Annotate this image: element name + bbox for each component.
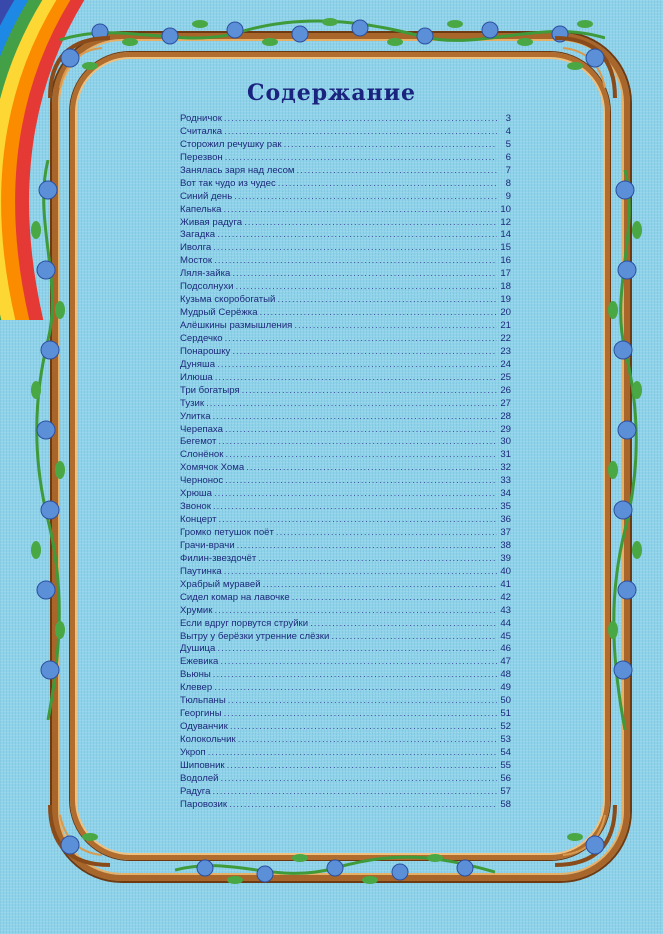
toc-entry bbox=[180, 398, 511, 411]
toc-entry-title: Мосток bbox=[180, 255, 213, 267]
toc-entry-title: Вот так чудо из чудес bbox=[180, 177, 276, 189]
toc-entry-title: Улитка bbox=[180, 410, 211, 422]
toc-entry-title: Перезвон bbox=[180, 151, 223, 163]
toc-entry-title: Колокольчик bbox=[180, 734, 236, 745]
toc-leader-dots bbox=[213, 501, 497, 514]
toc-leader-dots bbox=[213, 411, 497, 424]
toc-leader-dots bbox=[225, 475, 497, 488]
toc-entry-title: Хрюша bbox=[180, 488, 212, 500]
toc-entry bbox=[180, 631, 511, 644]
toc-entry-page: 26 bbox=[500, 384, 511, 396]
toc-entry-title: Георгины bbox=[180, 708, 222, 720]
toc-entry bbox=[180, 449, 511, 462]
toc-leader-dots bbox=[331, 631, 497, 644]
toc-entry-page: 56 bbox=[500, 772, 511, 784]
toc-entry-title: Тузик bbox=[180, 397, 205, 409]
toc-entry-page: 10 bbox=[500, 203, 511, 215]
toc-entry-title: Хомячок Хома bbox=[180, 462, 245, 474]
toc-leader-dots bbox=[242, 385, 497, 398]
toc-entry-page: 48 bbox=[500, 669, 511, 681]
toc-entry-page: 6 bbox=[505, 151, 511, 163]
toc-entry bbox=[180, 294, 511, 307]
toc-entry bbox=[180, 424, 511, 437]
toc-entry-title: Чернонос bbox=[180, 475, 224, 487]
toc-entry bbox=[180, 605, 511, 618]
toc-entry-title: Сторожил речушку рак bbox=[180, 138, 282, 150]
toc-entry bbox=[180, 204, 511, 217]
toc-entry-title: Мудрый Серёжка bbox=[180, 307, 258, 319]
toc-entry-title: Шиповник bbox=[180, 759, 225, 771]
toc-entry-page: 18 bbox=[500, 281, 511, 293]
toc-leader-dots bbox=[213, 242, 497, 255]
toc-entry-title: Храбрый муравей bbox=[180, 578, 261, 590]
toc-leader-dots bbox=[213, 669, 497, 682]
toc-leader-dots bbox=[294, 320, 497, 333]
toc-entry bbox=[180, 333, 511, 346]
toc-entry-title: Черепаха bbox=[180, 423, 223, 435]
toc-entry-title: Илюша bbox=[180, 371, 213, 383]
toc-entry-title: Укроп bbox=[180, 746, 206, 758]
table-of-contents bbox=[180, 113, 511, 812]
toc-entry-page: 33 bbox=[500, 475, 511, 487]
toc-leader-dots bbox=[232, 346, 497, 359]
toc-leader-dots bbox=[221, 773, 497, 786]
toc-entry bbox=[180, 786, 511, 799]
toc-entry-page: 9 bbox=[505, 190, 511, 202]
toc-entry bbox=[180, 592, 511, 605]
toc-entry bbox=[180, 656, 511, 669]
toc-entry-title: Загадка bbox=[180, 229, 216, 241]
toc-entry-title: Ляля-зайка bbox=[180, 268, 231, 280]
toc-leader-dots bbox=[278, 178, 497, 191]
toc-entry-title: Ежевика bbox=[180, 656, 219, 668]
toc-entry bbox=[180, 721, 511, 734]
toc-entry-page: 51 bbox=[500, 708, 511, 720]
toc-entry-page: 52 bbox=[500, 721, 511, 733]
toc-entry-page: 45 bbox=[500, 630, 511, 642]
toc-entry-page: 31 bbox=[500, 449, 511, 461]
toc-leader-dots bbox=[225, 152, 497, 165]
toc-leader-dots bbox=[297, 165, 497, 178]
toc-entry-page: 38 bbox=[500, 539, 511, 551]
toc-leader-dots bbox=[234, 191, 497, 204]
toc-entry-page: 12 bbox=[500, 216, 511, 228]
toc-entry-page: 23 bbox=[500, 345, 511, 357]
toc-entry-page: 57 bbox=[500, 785, 511, 797]
toc-entry-page: 17 bbox=[500, 268, 511, 280]
toc-leader-dots bbox=[214, 605, 497, 618]
toc-entry-page: 28 bbox=[500, 410, 511, 422]
toc-entry bbox=[180, 682, 511, 695]
toc-entry-page: 4 bbox=[505, 125, 511, 137]
toc-leader-dots bbox=[214, 682, 497, 695]
toc-entry bbox=[180, 242, 511, 255]
toc-entry bbox=[180, 255, 511, 268]
toc-leader-dots bbox=[237, 540, 497, 553]
toc-entry-page: 30 bbox=[500, 436, 511, 448]
toc-entry-title: Кузьма скоробогатый bbox=[180, 294, 276, 306]
toc-entry-page: 39 bbox=[500, 552, 511, 564]
toc-entry-title: Синий день bbox=[180, 190, 233, 202]
toc-entry-title: Громко петушок поёт bbox=[180, 527, 274, 538]
toc-leader-dots bbox=[217, 229, 497, 242]
toc-leader-dots bbox=[284, 139, 497, 152]
toc-entry-title: Подсолнухи bbox=[180, 281, 234, 293]
toc-leader-dots bbox=[260, 307, 497, 320]
toc-entry bbox=[180, 126, 511, 139]
toc-entry-page: 34 bbox=[500, 488, 511, 500]
toc-entry-page: 41 bbox=[500, 578, 511, 590]
toc-entry-page: 27 bbox=[500, 397, 511, 409]
toc-entry-title: Бегемот bbox=[180, 436, 217, 448]
toc-leader-dots bbox=[208, 747, 497, 760]
toc-entry-title: Грачи-врачи bbox=[180, 539, 235, 551]
toc-entry-title: Вьюны bbox=[180, 669, 211, 681]
toc-entry-title: Концерт bbox=[180, 514, 217, 526]
toc-leader-dots bbox=[218, 514, 497, 527]
toc-entry-page: 43 bbox=[500, 604, 511, 616]
toc-entry-title: Радуга bbox=[180, 785, 211, 797]
toc-entry-title: Душица bbox=[180, 643, 216, 655]
toc-entry-page: 7 bbox=[505, 164, 511, 176]
toc-entry-page: 53 bbox=[500, 734, 511, 745]
toc-entry-page: 24 bbox=[500, 358, 511, 370]
toc-entry-title: Капелька bbox=[180, 203, 222, 215]
toc-entry-title: Сердечко bbox=[180, 332, 223, 344]
toc-leader-dots bbox=[224, 566, 497, 579]
toc-entry bbox=[180, 462, 511, 475]
toc-entry bbox=[180, 669, 511, 682]
toc-entry-title: Паровозик bbox=[180, 798, 228, 810]
toc-leader-dots bbox=[217, 643, 497, 656]
toc-entry bbox=[180, 579, 511, 592]
toc-leader-dots bbox=[232, 268, 497, 281]
toc-entry-title: Звонок bbox=[180, 501, 211, 513]
toc-entry-page: 40 bbox=[500, 565, 511, 577]
toc-entry bbox=[180, 165, 511, 178]
toc-leader-dots bbox=[224, 113, 497, 126]
toc-entry-page: 21 bbox=[500, 320, 511, 331]
toc-entry-title: Занялась заря над лесом bbox=[180, 164, 295, 176]
toc-entry bbox=[180, 799, 511, 812]
toc-entry-title: Вытру у берёзки утренние слёзки bbox=[180, 630, 330, 642]
toc-entry-page: 37 bbox=[500, 527, 511, 538]
toc-entry-page: 46 bbox=[500, 643, 511, 655]
toc-entry bbox=[180, 152, 511, 165]
toc-entry-page: 50 bbox=[500, 695, 511, 707]
toc-entry bbox=[180, 359, 511, 372]
toc-entry-page: 8 bbox=[505, 177, 511, 189]
toc-entry-page: 47 bbox=[500, 656, 511, 668]
toc-entry-page: 14 bbox=[500, 229, 511, 241]
toc-leader-dots bbox=[292, 592, 497, 605]
toc-entry-page: 5 bbox=[505, 138, 511, 150]
toc-leader-dots bbox=[230, 721, 497, 734]
toc-leader-dots bbox=[236, 281, 498, 294]
toc-leader-dots bbox=[228, 695, 497, 708]
toc-entry-page: 16 bbox=[500, 255, 511, 267]
toc-entry-page: 36 bbox=[500, 514, 511, 526]
toc-entry-title: Живая радуга bbox=[180, 216, 243, 228]
toc-entry bbox=[180, 268, 511, 281]
toc-entry-title: Одуванчик bbox=[180, 721, 228, 733]
toc-entry-title: Клевер bbox=[180, 682, 213, 694]
toc-entry bbox=[180, 191, 511, 204]
toc-leader-dots bbox=[277, 294, 497, 307]
toc-leader-dots bbox=[212, 786, 497, 799]
toc-entry bbox=[180, 217, 511, 230]
toc-entry bbox=[180, 734, 511, 747]
toc-entry-page: 15 bbox=[500, 242, 511, 254]
toc-entry-title: Если вдруг порвутся струйки bbox=[180, 617, 309, 629]
toc-entry bbox=[180, 113, 511, 126]
toc-entry-title: Паутинка bbox=[180, 565, 222, 577]
toc-entry bbox=[180, 488, 511, 501]
toc-leader-dots bbox=[224, 708, 497, 721]
toc-entry-title: Родничок bbox=[180, 113, 222, 124]
toc-leader-dots bbox=[206, 398, 497, 411]
toc-entry bbox=[180, 178, 511, 191]
toc-entry-title: Иволга bbox=[180, 242, 212, 254]
toc-entry bbox=[180, 618, 511, 631]
toc-entry-page: 29 bbox=[500, 423, 511, 435]
toc-leader-dots bbox=[225, 333, 497, 346]
toc-leader-dots bbox=[238, 734, 497, 747]
toc-entry-page: 25 bbox=[500, 371, 511, 383]
toc-entry-page: 22 bbox=[500, 332, 511, 344]
toc-entry bbox=[180, 527, 511, 540]
toc-leader-dots bbox=[218, 436, 497, 449]
toc-entry bbox=[180, 307, 511, 320]
page-title: Содержание bbox=[246, 80, 417, 106]
toc-entry-page: 54 bbox=[500, 746, 511, 758]
toc-entry bbox=[180, 760, 511, 773]
toc-entry bbox=[180, 695, 511, 708]
toc-entry bbox=[180, 436, 511, 449]
toc-leader-dots bbox=[214, 255, 497, 268]
toc-entry-title: Алёшкины размышления bbox=[180, 320, 293, 331]
toc-entry bbox=[180, 514, 511, 527]
toc-entry-title: Считалка bbox=[180, 125, 223, 137]
toc-entry bbox=[180, 139, 511, 152]
toc-entry-title: Три богатыря bbox=[180, 384, 240, 396]
toc-entry bbox=[180, 475, 511, 488]
toc-leader-dots bbox=[215, 372, 497, 385]
toc-leader-dots bbox=[223, 204, 497, 217]
toc-entry bbox=[180, 281, 511, 294]
toc-entry-title: Сидел комар на лавочке bbox=[180, 591, 290, 603]
toc-leader-dots bbox=[310, 618, 497, 631]
toc-entry bbox=[180, 643, 511, 656]
toc-entry-title: Дуняша bbox=[180, 358, 216, 370]
toc-leader-dots bbox=[217, 359, 497, 372]
toc-entry bbox=[180, 346, 511, 359]
toc-entry bbox=[180, 747, 511, 760]
toc-entry bbox=[180, 553, 511, 566]
toc-entry-title: Тюльпаны bbox=[180, 695, 226, 707]
toc-entry-page: 32 bbox=[500, 462, 511, 474]
toc-leader-dots bbox=[263, 579, 497, 592]
toc-entry bbox=[180, 501, 511, 514]
toc-entry bbox=[180, 708, 511, 721]
toc-entry-page: 19 bbox=[500, 294, 511, 306]
toc-entry bbox=[180, 411, 511, 424]
toc-entry-page: 35 bbox=[500, 501, 511, 513]
toc-leader-dots bbox=[220, 656, 497, 669]
toc-leader-dots bbox=[258, 553, 497, 566]
toc-leader-dots bbox=[214, 488, 497, 501]
toc-entry bbox=[180, 540, 511, 553]
toc-entry-title: Филин-звездочёт bbox=[180, 552, 257, 564]
toc-entry-title: Хрумик bbox=[180, 604, 213, 616]
toc-entry bbox=[180, 320, 511, 333]
toc-leader-dots bbox=[225, 424, 497, 437]
toc-entry-page: 49 bbox=[500, 682, 511, 694]
toc-entry-page: 58 bbox=[500, 798, 511, 810]
toc-leader-dots bbox=[224, 126, 497, 139]
toc-leader-dots bbox=[227, 760, 497, 773]
toc-entry-page: 55 bbox=[500, 759, 511, 771]
toc-leader-dots bbox=[229, 799, 497, 812]
toc-entry-page: 44 bbox=[500, 617, 511, 629]
toc-leader-dots bbox=[244, 217, 497, 230]
toc-entry bbox=[180, 773, 511, 786]
toc-entry-page: 20 bbox=[500, 307, 511, 319]
toc-entry bbox=[180, 385, 511, 398]
toc-entry-title: Водолей bbox=[180, 772, 219, 784]
toc-entry-page: 42 bbox=[500, 591, 511, 603]
toc-entry bbox=[180, 566, 511, 579]
toc-leader-dots bbox=[276, 527, 497, 540]
toc-entry-title: Слонёнок bbox=[180, 449, 224, 461]
toc-entry bbox=[180, 229, 511, 242]
toc-entry bbox=[180, 372, 511, 385]
toc-entry-title: Понарошку bbox=[180, 345, 231, 357]
toc-leader-dots bbox=[225, 449, 497, 462]
toc-leader-dots bbox=[246, 462, 497, 475]
toc-entry-page: 3 bbox=[505, 113, 511, 124]
